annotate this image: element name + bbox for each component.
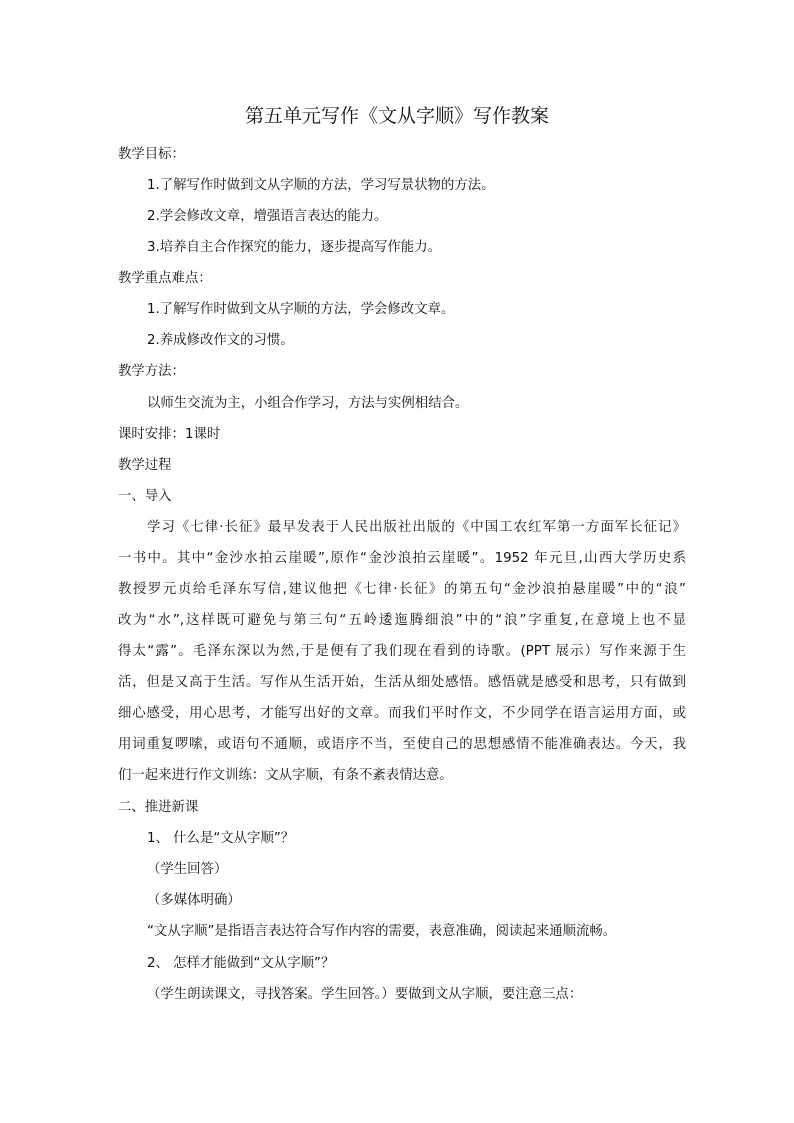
question-2-answer: （学生朗读课文，寻找答案。学生回答。）要做到文从字顺，要注意三点： [147, 987, 583, 1002]
intro-paragraph-line: 学习《七律·长征》最早发表于人民出版社出版的《中国工农红军第一方面军长征记》 [147, 520, 686, 535]
question-1-note: （学生回答） [147, 862, 228, 877]
page-title: 第五单元写作《文从字顺》写作教案 [244, 105, 549, 127]
method-text: 以师生交流为主，小组合作学习，方法与实例相结合。 [147, 396, 469, 411]
intro-paragraph-line: 改为“水”,这样既可避免与第三句“五岭逶迤腾细浪”中的“浪”字重复,在意境上也不显 [118, 613, 686, 628]
question-1-note: （多媒体明确） [147, 893, 241, 908]
key-points-heading: 教学重点难点： [118, 271, 212, 286]
method-heading: 教学方法： [118, 364, 185, 379]
process-heading: 教学过程 [118, 458, 172, 473]
intro-paragraph-line: 一书中。其中“金沙水拍云崖暖”,原作“金沙浪拍云崖暖”。1952 年元旦,山西大学历史系 [118, 551, 686, 566]
question-1: 1、 什么是“文从字顺”？ [147, 831, 295, 846]
question-1-answer: “文从字顺”是指语言表达符合写作内容的需要，表意准确，阅读起来通顺流畅。 [147, 924, 617, 939]
intro-paragraph-line: 教授罗元贞给毛泽东写信,建议他把《七律·长征》的第五句“金沙浪拍悬崖暖”中的“浪” [118, 582, 686, 597]
section-heading-intro: 一、导入 [118, 489, 172, 504]
goal-item: 3.培养自主合作探究的能力，逐步提高写作能力。 [147, 240, 441, 255]
key-point-item: 1.了解写作时做到文从字顺的方法，学会修改文章。 [147, 302, 455, 317]
question-2: 2、 怎样才能做到“文从字顺”？ [147, 956, 335, 971]
intro-paragraph-line: 细心感受，用心思考，才能写出好的文章。而我们平时作文，不少同学在语言运用方面，或 [118, 706, 686, 721]
section-heading-new-lesson: 二、推进新课 [118, 800, 199, 815]
intro-paragraph-line: 活，但是又高于生活。写作从生活开始，生活从细处感悟。感悟就是感受和思考，只有做到 [118, 675, 686, 690]
goal-item: 2.学会修改文章，增强语言表达的能力。 [147, 209, 388, 224]
intro-paragraph-line: 用词重复啰嗦，或语句不通顺，或语序不当，至使自己的思想感情不能准确表达。今天，我 [118, 737, 686, 752]
schedule-line: 课时安排：1课时 [118, 427, 221, 442]
goals-heading: 教学目标： [118, 147, 185, 162]
intro-paragraph-line: 得太“露”。毛泽东深以为然,于是便有了我们现在看到的诗歌。(PPT 展示）写作来源于生 [118, 644, 686, 659]
goal-item: 1.了解写作时做到文从字顺的方法，学习写景状物的方法。 [147, 178, 495, 193]
intro-paragraph-line: 们一起来进行作文训练：文从字顺，有条不紊表情达意。 [118, 768, 453, 783]
key-point-item: 2.养成修改作文的习惯。 [147, 333, 294, 348]
